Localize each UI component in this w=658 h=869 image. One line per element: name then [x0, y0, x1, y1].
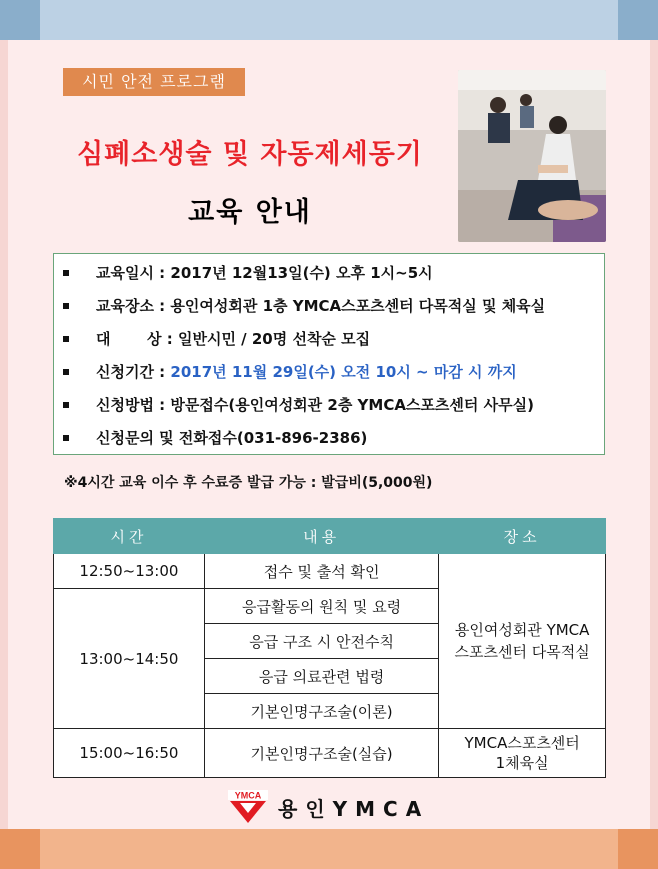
info-text [96, 357, 517, 387]
time-cell: 12:50~13:00 [54, 554, 205, 589]
certificate-note: ※4시간 교육 이수 후 수료증 발급 가능 : 발급비(5,000원) [64, 475, 433, 491]
place-line: 스포츠센터 다목적실 [454, 643, 590, 661]
table-row [54, 729, 606, 778]
ymca-logo [228, 790, 429, 824]
time-cell: 13:00~14:50 [54, 589, 205, 729]
header-content: 내용 [204, 519, 438, 554]
info-text: 대 상 : 일반시민 / 20명 선착순 모집 [96, 330, 371, 348]
top-frame-band [0, 0, 658, 40]
header-time: 시간 [54, 519, 205, 554]
bullet-icon [63, 303, 69, 309]
place-line: YMCA스포츠센터 [464, 734, 580, 752]
info-row-contact [54, 423, 604, 453]
bullet-icon [63, 402, 69, 408]
svg-text:YMCA: YMCA [234, 790, 262, 801]
info-row-date [54, 258, 604, 288]
place-line: 1체육실 [495, 754, 549, 772]
table-row [54, 554, 606, 589]
bullet-icon [63, 336, 69, 342]
info-box [53, 253, 605, 455]
place-line: 용인여성회관 YMCA [454, 621, 590, 639]
page-subtitle: 교육 안내 [188, 197, 312, 228]
info-row-method [54, 390, 604, 420]
time-cell: 15:00~16:50 [54, 729, 205, 778]
bullet-icon [63, 435, 69, 441]
content-cell: 기본인명구조술(실습) [204, 729, 438, 778]
bullet-icon [63, 369, 69, 375]
content-cell: 응급 의료관련 법령 [204, 659, 438, 694]
info-row-period [54, 357, 604, 387]
info-row-target [54, 324, 604, 354]
info-text: 신청문의 및 전화접수(031-896-2386) [96, 429, 368, 447]
info-text: 신청방법 : 방문접수(용인여성회관 2층 YMCA스포츠센터 사무실) [96, 396, 534, 414]
schedule-table [53, 518, 606, 778]
left-border [0, 40, 8, 829]
info-text: 교육일시 : 2017년 12월13일(수) 오후 1시~5시 [96, 264, 433, 282]
bullet-icon [63, 270, 69, 276]
cpr-training-photo [458, 70, 606, 242]
content-cell: 기본인명구조술(이론) [204, 694, 438, 729]
content-cell: 접수 및 출석 확인 [204, 554, 438, 589]
content-cell: 응급활동의 원칙 및 요령 [204, 589, 438, 624]
logo-text: 용인YMCA [278, 796, 430, 821]
right-border [650, 40, 658, 829]
program-badge: 시민 안전 프로그램 [63, 68, 245, 96]
place-cell [439, 729, 606, 778]
ymca-emblem-icon [228, 790, 268, 824]
table-header-row [54, 519, 606, 554]
bottom-frame-band [0, 829, 658, 869]
period-value: 2017년 11월 29일(수) 오전 10시 ~ 마감 시 까지 [170, 363, 517, 381]
place-cell [439, 554, 606, 729]
content-cell: 응급 구조 시 안전수칙 [204, 624, 438, 659]
header-place: 장소 [439, 519, 606, 554]
info-row-location [54, 291, 604, 321]
info-text: 교육장소 : 용인여성회관 1층 YMCA스포츠센터 다목적실 및 체육실 [96, 297, 546, 315]
page-title: 심폐소생술 및 자동제세동기 [77, 139, 423, 170]
period-label: 신청기간 : [96, 363, 171, 381]
